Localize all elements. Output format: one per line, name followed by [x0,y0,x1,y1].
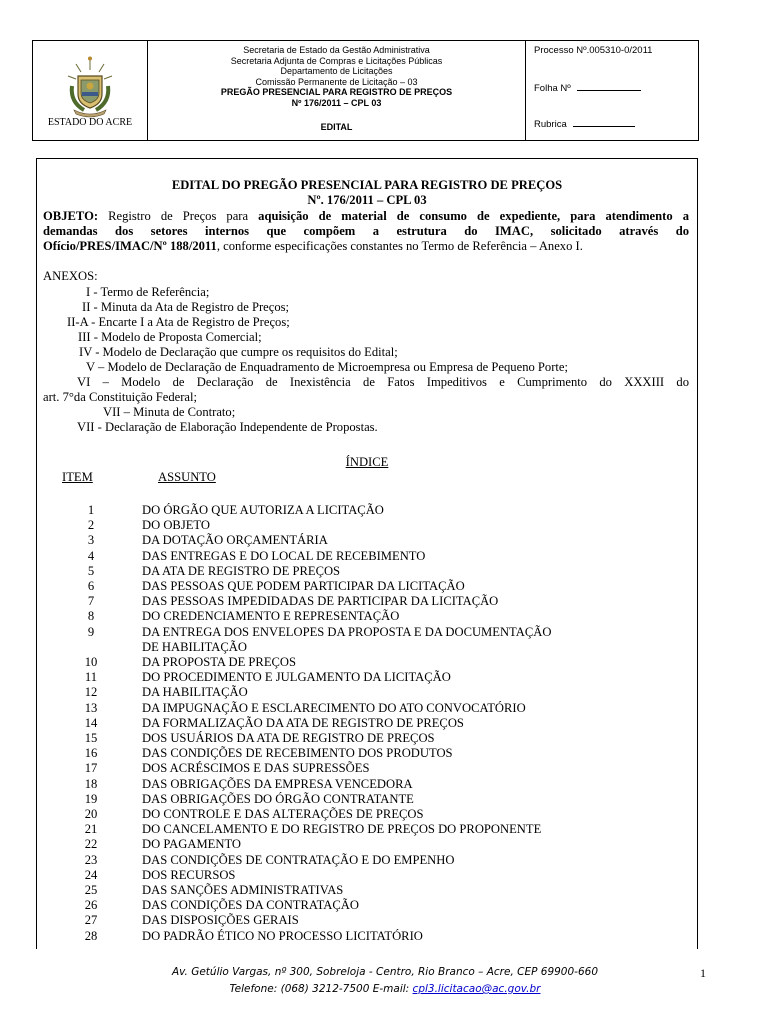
rubrica-field [534,119,635,130]
anexo-item-continuation: art. 7°da Constituição Federal; [43,390,198,404]
header-line: Secretaria Adjunta de Compras e Licitações Públicas [230,55,443,66]
indice-item-number: 28 [84,928,98,943]
anexo-item: II-A - Encarte I a Ata de Registro de Preços; [67,315,290,329]
anexo-item: III - Modelo de Proposta Comercial; [78,330,262,344]
indice-col-item: ITEM [62,470,93,484]
indice-item-number: 15 [84,731,98,745]
objeto-line-2: demandas dos setores internos que compõem a estrutura do IMAC, solicitado através do [43,224,689,238]
anexo-item: VII - Declaração de Elaboração Independente de Propostas. [77,420,378,434]
indice-item-subject: DAS CONDIÇÕES DE RECEBIMENTO DOS PRODUTOS [142,746,453,761]
indice-item-number: 23 [84,852,98,867]
indice-item-subject: DO PROCEDIMENTO E JULGAMENTO DA LICITAÇÃO [142,670,451,685]
indice-item-subject: DA IMPUGNAÇÃO E ESCLARECIMENTO DO ATO CONVOCATÓRIO [142,700,526,715]
indice-item-subject: DAS OBRIGAÇÕES DO ÓRGÃO CONTRATANTE [142,791,414,806]
indice-item-subject: DA ENTREGA DOS ENVELOPES DA PROPOSTA E DA DOCUMENTAÇÃO [142,624,552,639]
indice-item-number: 10 [84,655,98,669]
indice-item-subject: DO PADRÃO ÉTICO NO PROCESSO LICITATÓRIO [142,928,423,943]
footer-phone: Telefone: (068) 3212-7500 E-mail: [229,983,410,995]
indice-item-subject: DAS DISPOSIÇÕES GERAIS [142,913,299,928]
indice-item-number: 18 [84,776,98,791]
state-coat-of-arms-icon [64,56,116,118]
indice-item-subject: DA FORMALIZAÇÃO DA ATA DE REGISTRO DE PREÇOS [142,715,464,730]
indice-item-subject: DAS CONDIÇÕES DA CONTRATAÇÃO [142,898,359,913]
indice-item-subject: DO CANCELAMENTO E DO REGISTRO DE PREÇOS DO PROPONENTE [142,822,542,837]
indice-item-number: 27 [84,913,98,928]
process-number: Processo Nº.005310-0/2011 [534,45,653,56]
folha-label: Folha Nº [534,83,571,94]
indice-item-number: 17 [84,761,98,776]
anexo-item: VII – Minuta de Contrato; [103,405,236,419]
indice-title: ÍNDICE [345,455,389,469]
indice-item-number: 24 [84,867,98,882]
indice-item-number: 8 [87,609,95,624]
indice-item-subject: DE HABILITAÇÃO [142,639,247,654]
indice-item-number: 16 [84,746,98,761]
indice-item-subject: DA PROPOSTA DE PREÇOS [142,655,297,669]
indice-item-number: 19 [84,791,98,806]
edital-number: Nº. 176/2011 – CPL 03 [307,193,427,207]
oficio-reference: Ofício/PRES/IMAC/Nº 188/2011 [43,239,217,253]
indice-item-number: 21 [84,822,98,837]
indice-item-number: 12 [84,685,98,700]
indice-item-number: 14 [84,715,98,730]
anexo-item: IV - Modelo de Declaração que cumpre os requisitos do Edital; [79,345,398,359]
edital-label: EDITAL [320,122,353,132]
indice-item-subject: DAS SANÇÕES ADMINISTRATIVAS [142,883,344,897]
indice-item-number: 22 [84,837,98,852]
indice-item-subject: DO CONTROLE E DAS ALTERAÇÕES DE PREÇOS [142,807,424,821]
indice-item-subject: DAS OBRIGAÇÕES DA EMPRESA VENCEDORA [142,776,413,791]
indice-item-number: 4 [87,548,95,563]
indice-item-subject: DO PAGAMENTO [142,837,242,852]
header-line: PREGÃO PRESENCIAL PARA REGISTRO DE PREÇOS [220,87,453,98]
objeto-line-3 [43,239,583,254]
indice-item-subject: DOS USUÁRIOS DA ATA DE REGISTRO DE PREÇOS [142,731,435,745]
indice-item-number: 5 [87,563,95,578]
anexo-item: VI – Modelo de Declaração de Inexistência de Fatos Impeditivos e Cumprimento do XXXIII do [77,375,689,389]
indice-item-subject: DA HABILITAÇÃO [142,685,248,700]
indice-item-subject: DAS CONDIÇÕES DE CONTRATAÇÃO E DO EMPENHO [142,852,455,867]
indice-item-number: 6 [87,579,95,593]
indice-item-number: 11 [84,670,98,685]
rubrica-label: Rubrica [534,119,567,130]
objeto-label: OBJETO: [43,209,99,223]
header-line: Nº 176/2011 – CPL 03 [291,97,382,108]
indice-item-number: 2 [87,518,95,533]
indice-item-subject: DO ÓRGÃO QUE AUTORIZA A LICITAÇÃO [142,503,384,517]
anexo-item: V – Modelo de Declaração de Enquadramento de Microempresa ou Empresa de Pequeno Porte; [86,360,569,374]
indice-item-number: 7 [87,594,95,609]
footer-email-link[interactable]: cpl3.licitacao@ac.gov.br [412,983,541,995]
indice-item-number: 20 [84,807,98,821]
indice-item-number: 3 [87,533,95,548]
anexo-item: I - Termo de Referência; [86,285,210,299]
anexo-item: II - Minuta da Ata de Registro de Preços; [82,300,290,314]
objeto-line-1 [43,209,689,224]
header-logo-cell [33,41,148,140]
edital-title: EDITAL DO PREGÃO PRESENCIAL PARA REGISTRO DE PREÇOS [171,178,563,192]
rubrica-blank-line [573,126,635,127]
footer-contact [0,983,770,995]
edital-content-box [36,158,698,949]
header-process-cell [526,41,698,140]
state-label: ESTADO DO ACRE [47,117,133,128]
header-line: Secretaria de Estado da Gestão Administrativa [243,45,430,55]
indice-item-number: 9 [87,624,95,639]
objeto-text: Registro de Preços para [108,209,249,223]
document-header [32,40,699,141]
indice-item-subject: DOS ACRÉSCIMOS E DAS SUPRESSÕES [142,761,370,776]
indice-item-number: 26 [84,898,98,913]
objeto-text-bold: aquisição de material de consumo de expediente, para atendimento a [258,209,689,223]
indice-item-subject: DOS RECURSOS [142,867,236,882]
indice-item-number: 1 [87,503,95,517]
page-number: 1 [700,966,706,980]
indice-item-subject: DO CREDENCIAMENTO E REPRESENTAÇÃO [142,609,400,624]
indice-item-subject: DA DOTAÇÃO ORÇAMENTÁRIA [142,533,328,548]
objeto-text: , conforme especificações constantes no Termo de Referência – Anexo I. [216,239,583,253]
footer-address: Av. Getúlio Vargas, nº 300, Sobreloja - Centro, Rio Branco – Acre, CEP 69900-660 [172,966,598,978]
header-line: Departamento de Licitações [280,66,393,77]
indice-item-subject: DAS PESSOAS QUE PODEM PARTICIPAR DA LICITAÇÃO [142,579,465,593]
indice-item-subject: DAS PESSOAS IMPEDIDADAS DE PARTICIPAR DA LICITAÇÃO [142,594,499,609]
folha-field [534,83,641,94]
indice-item-subject: DAS ENTREGAS E DO LOCAL DE RECEBIMENTO [142,548,426,563]
anexos-label: ANEXOS: [43,269,98,283]
header-line: Comissão Permanente de Licitação – 03 [255,76,418,87]
indice-item-subject: DA ATA DE REGISTRO DE PREÇOS [142,563,341,578]
header-center-cell [148,41,526,140]
indice-item-subject: DO OBJETO [142,518,210,533]
indice-item-number: 13 [84,700,98,715]
indice-col-assunto: ASSUNTO [158,470,216,484]
folha-blank-line [577,90,641,91]
indice-item-number: 25 [84,883,98,897]
